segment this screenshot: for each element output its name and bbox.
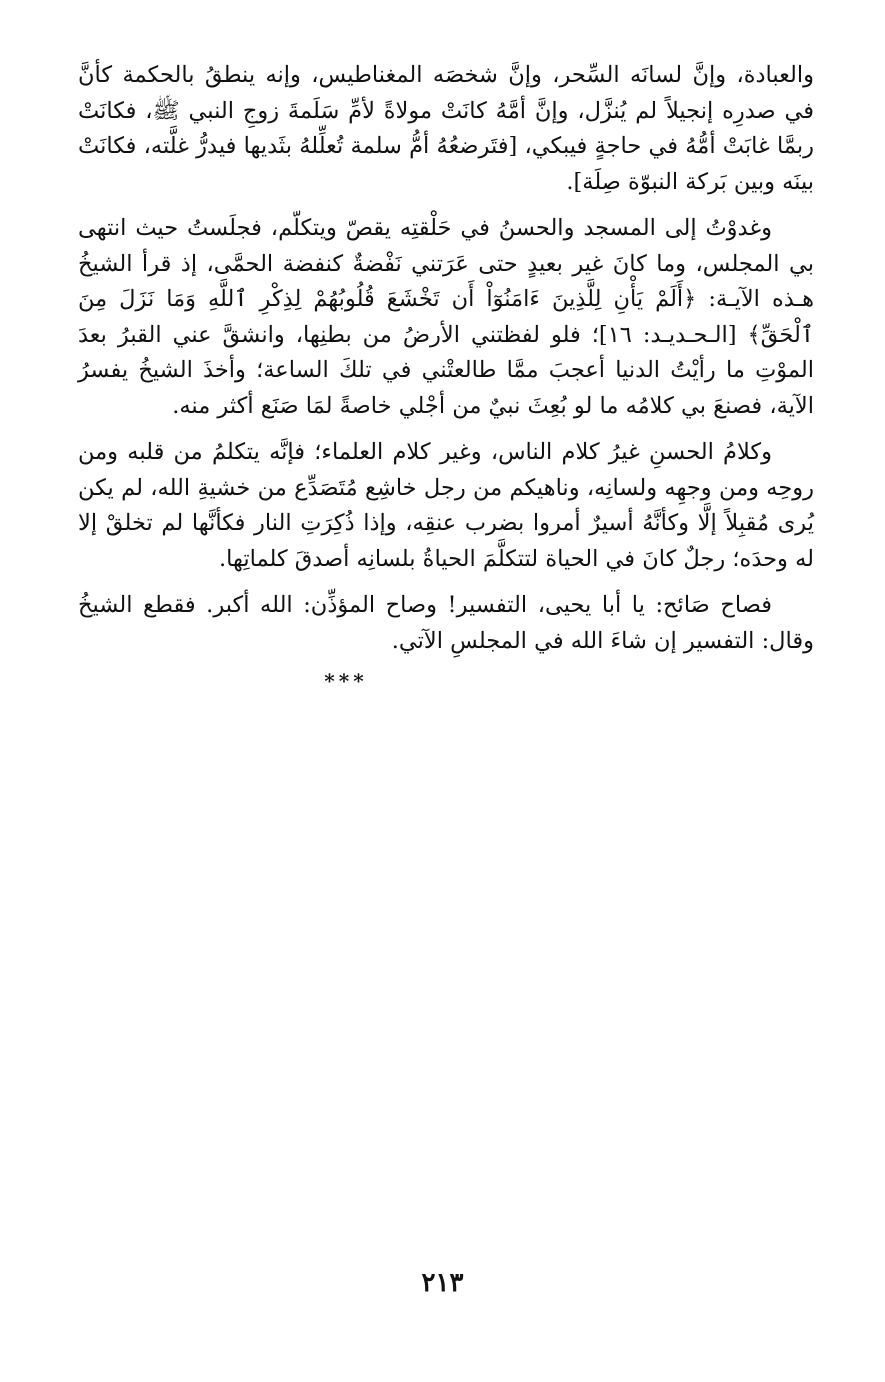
paragraph-3: وكلامُ الحسنِ غيرُ كلام الناس، وغير كلام العلماء؛ فإنَّه يتكلمُ من قلبه ومن روحِه ومن وجهِه ولسانِه، وناهيكم من رجل خاشِع مُتَصَدِّع من خشيةِ الله، لم يكن يُرى مُقبِلاً إلَّا وكأنَّهُ أسيرٌ أمروا بضرب عنقِه، وإذا ذُكِرَتِ النار فكأنَّها لم تخلقْ إلا له وحدَه؛ رجلٌ كانَ في الحياة لتتكلَّمَ الحياةُ بلسانِه أصدقَ كلماتِها.: [78, 439, 814, 572]
paragraph-4: فصاح صَائح: يا أبا يحيى، التفسير! وصاح المؤذِّن: الله أكبر. فقطع الشيخُ وقال: التفسير إن شاءَ الله في المجلسِ الآتي.: [78, 592, 814, 654]
page-body: [78, 58, 814, 693]
paragraph-2: وغدوْتُ إلى المسجد والحسنُ في حَلْقتِه يقصّ ويتكلّم، فجلَستُ حيث انتهى بي المجلس، وما كانَ غير بعيدٍ حتى عَرَتني نَفْضةٌ كنفضة الحمَّى، إذ قرأ الشيخُ هـذه الآيـة: ﴿أَلَمْ يَأْنِ لِلَّذِينَ ءَامَنُوٓاْ أَن تَخْشَعَ قُلُوبُهُمْ لِذِكْرِ ٱللَّهِ وَمَا نَزَلَ مِنَ ٱلْحَقِّ﴾ [الـحـديـد: ١٦]؛ فلو لفظتني الأرضُ من بطنِها، وانشقَّ عني القبرُ بعدَ الموْتِ ما رأيْتُ الدنيا أعجبَ ممَّا طالعتْني في تلكَ الساعة؛ وأخذَ الشيخُ يفسرُ الآية، فصنعَ بي كلامُه ما لو بُعِثَ نبيٌ من أجْلي خاصةً لمَا صَنَع أكثر منه.: [78, 215, 814, 419]
page-number: ٢١٣: [421, 1268, 464, 1298]
paragraph-1: والعبادة، وإنَّ لسانَه السِّحر، وإنَّ شخصَه المغناطيس، وإنه ينطقُ بالحكمة كأنَّ في صدرِه إنجيلاً لم يُنزَّل، وإنَّ أمَّهُ كانَتْ مولاةً لأمِّ سَلَمةَ زوجِ النبي ﷺ، فكانَتْ ربمَّا غابَتْ أمُّهُ في حاجةٍ فيبكي، [فتَرضعُهُ أمُّ سلمة تُعلِّلهُ بثَديها فيدرُّ غلَّته، فكانَتْ بينَه وبين بَركة النبوّة صِلَة].: [78, 62, 814, 195]
section-separator: ***: [324, 669, 368, 693]
